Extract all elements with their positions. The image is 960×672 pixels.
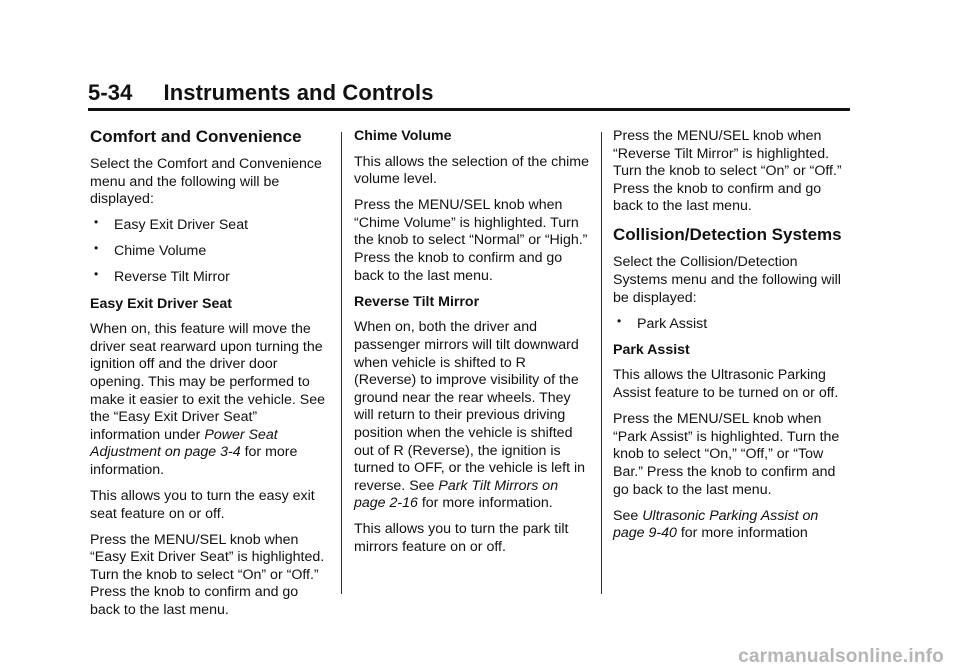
cross-reference-link[interactable]: Ultrasonic Parking Assist on page 9‑40 — [613, 507, 819, 542]
column-2 — [354, 128, 590, 565]
section-heading-comfort: Comfort and Convenience — [90, 127, 302, 146]
paragraph: Press the MENU/SEL knob when “Park Assist” is highlighted. Turn the knob to select “On,” “Off,” or “Tow Bar.” Press the knob to confirm and go back to the last menu. — [613, 411, 840, 498]
subheading-easy-exit: Easy Exit Driver Seat — [90, 295, 232, 312]
paragraph: When on, both the driver and passenger mirrors will tilt downward when vehicle is shifted to R (Reverse) to improve visibility of the ground near the rear wheels. They will return to their previous driving position when the vehicle is shifted out of R (Reverse), the ignition is turned to OFF, or the vehicle is left in reverse. See Park Tilt Mirrors on page 2‑16 for more information. — [354, 319, 586, 512]
paragraph: Select the Collision/Detection Systems menu and the following will be displayed: — [613, 254, 841, 306]
bullet-list — [90, 217, 330, 287]
list-item: • Reverse Tilt Mirror — [94, 267, 230, 286]
watermark: carmanualsonline.info — [738, 646, 944, 667]
page-header — [88, 80, 850, 111]
list-item: • Chime Volume — [94, 241, 207, 260]
column-3 — [613, 128, 853, 551]
list-item: • Park Assist — [617, 313, 708, 332]
subheading-reverse-tilt-mirror: Reverse Tilt Mirror — [354, 293, 480, 310]
paragraph: Select the Comfort and Convenience menu and the following will be displayed: — [90, 156, 322, 208]
list-item: • Easy Exit Driver Seat — [94, 215, 249, 234]
bullet-list — [613, 313, 853, 334]
subheading-park-assist: Park Assist — [613, 341, 690, 358]
paragraph: When on, this feature will move the driver seat rearward upon turning the ignition off and the driver door opening. This may be performed to make it easier to exit the vehicle. See the “Easy Exit Driver Seat” information under Power Seat Adjustment on page 3‑4 for more information. — [90, 321, 326, 478]
bullet-icon: • — [94, 267, 99, 282]
paragraph: This allows you to turn the park tilt mirrors feature on or off. — [354, 521, 569, 555]
bullet-icon: • — [617, 313, 622, 328]
paragraph: Press the MENU/SEL knob when “Reverse Tilt Mirror” is highlighted. Turn the knob to select “On” or “Off.” Press the knob to confirm and go back to the last menu. — [613, 128, 842, 215]
paragraph: See Ultrasonic Parking Assist on page 9‑40 for more information — [613, 507, 819, 542]
section-heading-collision: Collision/Detection Systems — [613, 225, 842, 245]
subheading-chime-volume: Chime Volume — [354, 128, 452, 144]
column-1 — [90, 126, 330, 628]
cross-reference-link[interactable]: Park Tilt Mirrors on page 2‑16 — [354, 477, 559, 512]
paragraph: Press the MENU/SEL knob when “Chime Volume” is highlighted. Turn the knob to select “Normal” or “High.” Press the knob to confirm and go back to the last menu. — [354, 197, 588, 284]
cross-reference-link[interactable]: Power Seat Adjustment on page 3‑4 — [90, 426, 278, 461]
column-divider — [341, 132, 342, 594]
paragraph: This allows you to turn the easy exit seat feature on or off. — [90, 488, 315, 522]
column-divider — [601, 132, 602, 594]
paragraph: This allows the Ultrasonic Parking Assist feature to be turned on or off. — [613, 367, 839, 402]
page-title: 5-34 Instruments and Controls — [88, 80, 434, 105]
paragraph: This allows the selection of the chime volume level. — [354, 153, 589, 188]
bullet-icon: • — [94, 241, 99, 256]
bullet-icon: • — [94, 215, 99, 230]
paragraph: Press the MENU/SEL knob when “Easy Exit Driver Seat” is highlighted. Turn the knob to select “On” or “Off.” Press the knob to confirm and go back to the last menu. — [90, 531, 325, 619]
